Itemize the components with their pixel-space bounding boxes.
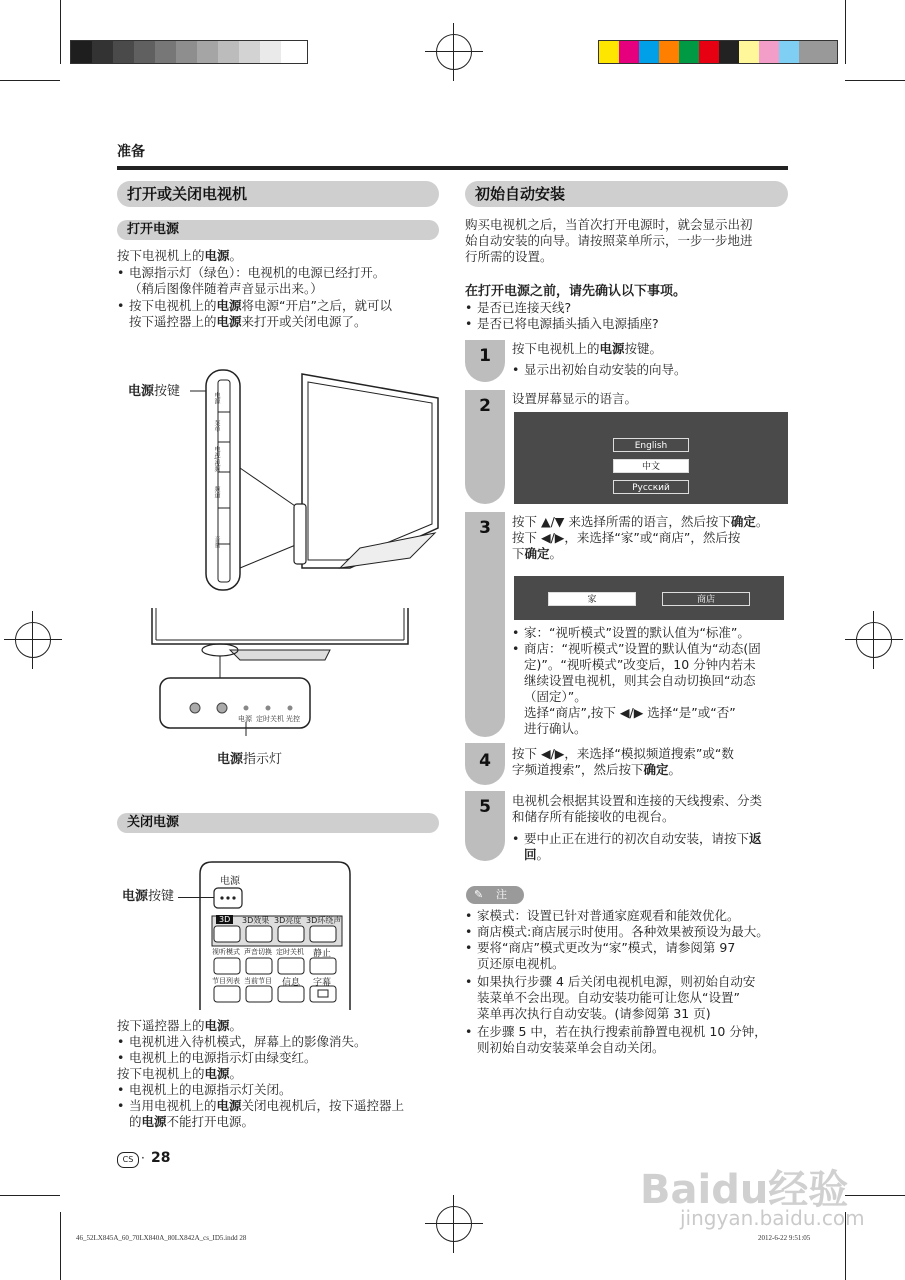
language-menu <box>514 412 788 504</box>
crop-mark <box>845 1195 905 1196</box>
watermark-url: jingyan.baidu.com <box>680 1206 865 1230</box>
crop-mark <box>845 80 905 81</box>
power-on-bullet: • 按下电视机上的电源将电源“开启”之后，就可以 按下遥控器上的电源来打开或关闭电源了。 <box>117 298 451 330</box>
footer-file-slug: 46_52LX845A_60_70LX840A_80LX842A_cs_ID5.indd 28 <box>76 1234 247 1242</box>
crop-mark <box>60 1212 61 1280</box>
side-btn-label: 频道 <box>213 486 220 498</box>
page-number: 28 <box>151 1150 171 1166</box>
remote-label: 字幕 <box>313 978 332 988</box>
check-item: • 是否已将电源插头插入电源插座? <box>465 316 659 332</box>
crop-mark <box>0 1195 60 1196</box>
front-label: 电源 <box>238 715 252 723</box>
power-indicator-callout: 电源指示灯 <box>217 752 283 767</box>
front-label: 光控 <box>286 715 300 723</box>
callout-line <box>178 897 214 898</box>
remote-label: 信息 <box>282 978 301 988</box>
remote-label: 声音切换 <box>244 948 272 956</box>
step5-text: 电视机会根据其设置和连接的天线搜索、分类 和储存所有能接收的电视台。 <box>512 793 763 824</box>
side-btn-label: 电源 <box>213 392 220 404</box>
step-number: 2 <box>479 396 491 416</box>
step-number: 4 <box>479 751 491 771</box>
crop-mark <box>0 80 60 81</box>
step4-text: 按下 ◀/▶，来选择“模拟频道搜索”或“数 字频道搜索”，然后按下确定。 <box>512 746 734 777</box>
remote-label: 当前节目 <box>244 977 272 985</box>
power-on-bullet: • 电源指示灯（绿色）：电视机的电源已经打开。 （稍后图像伴随着声音显示出来。） <box>117 265 451 297</box>
remote-label: 静止 <box>313 949 332 959</box>
location-menu <box>514 576 784 620</box>
note-item: • 家模式：设置已针对普通家庭观看和能效优化。 <box>465 908 800 924</box>
remote-label: 节目列表 <box>212 977 240 985</box>
language-option-english[interactable]: English <box>613 438 689 452</box>
note-item: • 如果执行步骤 4 后关闭电视机电源，则初始自动安 装菜单不会出现。自动安装功能可让您从“设置” 菜单再次执行自动安装。(请参阅第 31 页) <box>465 974 800 1022</box>
remote-label: 定时关机 <box>276 948 304 956</box>
front-label: 定时关机 <box>256 715 284 723</box>
side-btn-label: 电视/视频 <box>213 446 220 473</box>
remote-label: 3D效果 <box>242 916 270 925</box>
remote-power-callout: 电源按键 <box>122 889 175 904</box>
remote-power-label: 电源 <box>220 876 240 887</box>
step1-bullet: • 显示出初始自动安装的向导。 <box>512 362 687 378</box>
power-off-bullet: • 当用电视机上的电源关闭电视机后，按下遥控器上 的电源不能打开电源。 <box>117 1098 451 1130</box>
location-option-home[interactable]: 家 <box>548 592 636 606</box>
side-btn-label: 菜单 <box>213 420 220 432</box>
check-item: • 是否已连接天线? <box>465 300 571 316</box>
registration-mark <box>15 622 51 658</box>
location-option-store[interactable]: 商店 <box>662 592 750 606</box>
page-separator: · <box>141 1151 145 1165</box>
step1-text: 按下电视机上的电源按键。 <box>512 341 663 356</box>
language-option-chinese[interactable]: 中文 <box>613 459 689 473</box>
remote-label: 视听模式 <box>212 948 240 956</box>
power-off-bullet: • 电视机上的电源指示灯关闭。 <box>117 1082 292 1098</box>
section-header: 准备 <box>117 144 145 160</box>
footer-date-slug: 2012-6-22 9:51:05 <box>758 1234 811 1242</box>
remote-label: 3D亮度 <box>274 916 302 925</box>
power-off-bullet: • 电视机上的电源指示灯由绿变红。 <box>117 1050 317 1066</box>
section-title-auto-install: 初始自动安装 <box>465 181 788 207</box>
remote-label: 3D环绕声 <box>306 916 342 925</box>
step5-bullet: • 要中止正在进行的初次自动安装，请按下返 回。 <box>512 831 802 863</box>
subtitle-power-off: 关闭电源 <box>117 813 439 833</box>
registration-mark <box>856 622 892 658</box>
note-badge <box>466 886 524 904</box>
power-off-bullet: • 电视机进入待机模式，屏幕上的影像消失。 <box>117 1034 367 1050</box>
watermark-logo: Baidu经验 <box>640 1167 849 1213</box>
note-item: • 在步骤 5 中，若在执行搜索前静置电视机 10 分钟， 则初始自动安装菜单会自动关闭。 <box>465 1024 800 1056</box>
check-title: 在打开电源之前，请先确认以下事项。 <box>465 284 687 299</box>
registration-mark <box>436 1206 472 1242</box>
language-option-russian[interactable]: Русский <box>613 480 689 494</box>
power-off-text: 按下遥控器上的电源。 <box>117 1018 243 1033</box>
step3-text: 按下 ▲/▼ 来选择所需的语言，然后按下确定。 按下 ◀/▶，来选择“家”或“商店”，然后按 下确定。 <box>512 514 769 561</box>
subtitle-power-on: 打开电源 <box>117 220 439 240</box>
power-button-callout: 电源按键 <box>128 384 181 399</box>
step-bar <box>465 512 505 737</box>
side-btn-label: 音量 <box>213 536 220 548</box>
intro-text: 购买电视机之后，当首次打开电源时，就会显示出初 始自动安装的向导。请按照菜单所示，一步一步地进 行所需的设置。 <box>465 217 753 264</box>
note-label: 注 <box>496 888 507 901</box>
cmyk-color-bar <box>598 40 838 64</box>
header-rule <box>117 166 788 170</box>
step3-bullet: • 商店：“视听模式”设置的默认值为“动态(固 定)”。“视听模式”改变后，10 分钟内若未 继续设置电视机，则其会自动切换回“动态 （固定）”。 选择“商店”,按下 ◀/▶ 选择“是”或“否” 进行确认。 <box>512 641 802 737</box>
step-number: 1 <box>479 346 491 366</box>
crop-mark <box>60 0 61 64</box>
registration-mark <box>436 34 472 70</box>
gray-color-bar <box>70 40 308 64</box>
page-badge: CS <box>117 1152 139 1168</box>
power-off-text: 按下电视机上的电源。 <box>117 1066 243 1081</box>
remote-label-3d: 3D <box>216 915 233 924</box>
step2-text: 设置屏幕显示的语言。 <box>512 391 638 406</box>
power-on-intro: 按下电视机上的电源。 <box>117 248 243 263</box>
step-number: 5 <box>479 797 491 817</box>
paperclip-icon: ✎ <box>474 888 484 901</box>
crop-mark <box>845 0 846 64</box>
step3-bullet: • 家：“视听模式”设置的默认值为“标准”。 <box>512 625 802 641</box>
section-title-power: 打开或关闭电视机 <box>117 181 439 207</box>
note-item: • 商店模式:商店展示时使用。各种效果被预设为最大。 <box>465 924 800 940</box>
step-number: 3 <box>479 518 491 538</box>
note-item: • 要将“商店”模式更改为“家”模式，请参阅第 97 页还原电视机。 <box>465 940 800 972</box>
